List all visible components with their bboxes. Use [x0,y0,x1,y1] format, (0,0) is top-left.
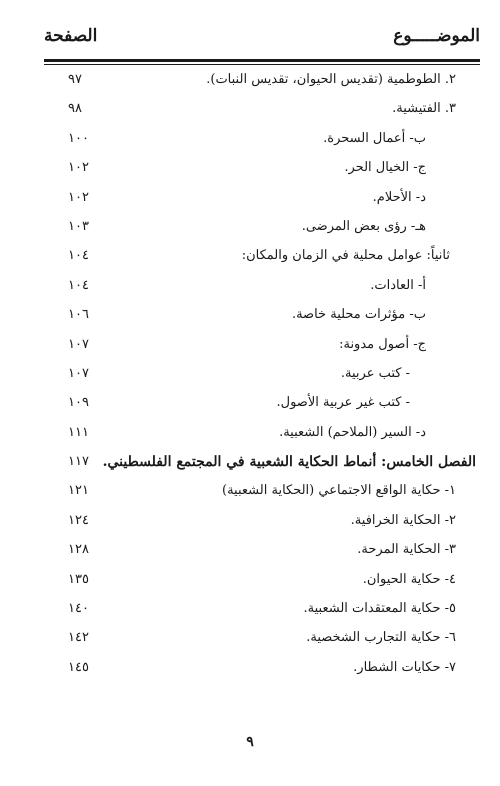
toc-entry-page: ١٤٢ [68,630,89,646]
toc-entry-title: هـ- رؤى بعض المرضى. [301,218,426,234]
toc-entry [44,477,476,506]
toc-entry-title: ٧- حكايات الشطار. [353,659,456,675]
toc-entry [44,507,476,536]
toc-entry [44,624,476,653]
toc-entry [44,448,476,477]
toc-entry-page: ١١٧ [68,454,89,470]
toc-entry-title: ج- أصول مدونة: [339,336,426,352]
toc-entry-page: ١١١ [68,424,89,440]
toc-entry-title: - كتب عربية. [340,365,410,381]
toc-entry [44,331,476,360]
toc-entry [44,154,476,183]
header-thick-rule [44,59,480,62]
toc-entry-page: ١٠٤ [68,277,89,293]
folio-page-number: ٩ [246,734,254,750]
toc-entry [44,184,476,213]
toc-entry [44,360,476,389]
toc-entry-page: ١٤٥ [68,659,89,675]
toc-entry-title: د- السير (الملاحم) الشعبية. [279,424,426,440]
toc-entry-title: - كتب غير عربية الأصول. [276,395,410,411]
toc-entry-title: الفصل الخامس: أنماط الحكاية الشعبية في المجتمع الفلسطيني. [102,454,476,471]
toc-entry [44,242,476,271]
toc-entry [44,419,476,448]
toc-entry-page: ١٤٠ [68,601,89,617]
toc-entry [44,654,476,683]
toc-entry-title: ٤- حكاية الحيوان. [362,571,456,587]
toc-entry [44,536,476,565]
toc-entry [44,125,476,154]
toc-entry-page: ١٠٤ [68,248,89,264]
toc-entry [44,301,476,330]
toc-entry-title: أ- العادات. [370,277,426,293]
toc-entry-page: ١٢٨ [68,542,89,558]
page-column-heading: الصفحة [44,26,98,46]
toc-entry [44,272,476,301]
toc-entry-page: ١٠٦ [68,307,89,323]
toc-entry-page: ١٣٥ [68,571,89,587]
toc-entry-page: ١٠٢ [68,189,89,205]
toc-entry-page: ٩٧ [68,72,82,87]
toc-entry [44,66,476,95]
toc-entry [44,213,476,242]
toc-entry-page: ١٠٧ [68,336,89,352]
toc-entry [44,566,476,595]
toc-entry-title: ثانياً: عوامل محلية في الزمان والمكان: [241,248,450,264]
toc-entry-page: ١٠٠ [68,130,89,146]
toc-entry-page: ١٢١ [68,483,89,499]
topic-column-heading: الموضـــــوع [393,26,480,46]
toc-entry-title: ب- أعمال السحرة. [323,130,426,146]
toc-entry-title: ٢. الطوطمية (تقديس الحيوان، تقديس النبات). [206,72,456,87]
table-of-contents [44,66,476,683]
toc-entry-page: ١٠٣ [68,218,89,234]
toc-entry-page: ٩٨ [68,101,82,117]
toc-entry [44,389,476,418]
toc-entry-title: ب- مؤثرات محلية خاصة. [291,307,426,323]
toc-header [44,26,480,60]
toc-entry-page: ١٢٤ [68,512,89,528]
toc-entry-title: ٢- الحكاية الخرافية. [350,512,456,528]
header-thin-rule [44,64,480,65]
toc-entry [44,595,476,624]
toc-entry-page: ١٠٢ [68,160,89,176]
toc-entry-title: ٣- الحكاية المرحة. [357,542,456,558]
toc-entry-title: ١- حكاية الواقع الاجتماعي (الحكاية الشعبية) [222,483,456,499]
toc-entry-page: ١٠٩ [68,395,89,411]
toc-entry-title: ٦- حكاية التجارب الشخصية. [306,630,456,646]
toc-entry-title: ٥- حكاية المعتقدات الشعبية. [303,601,456,617]
toc-entry [44,95,476,124]
toc-entry-title: ٣. الفتيشية. [392,101,456,117]
toc-entry-title: د- الأحلام. [372,189,426,205]
toc-entry-title: ج- الخيال الحر. [344,160,426,176]
toc-entry-page: ١٠٧ [68,365,89,381]
